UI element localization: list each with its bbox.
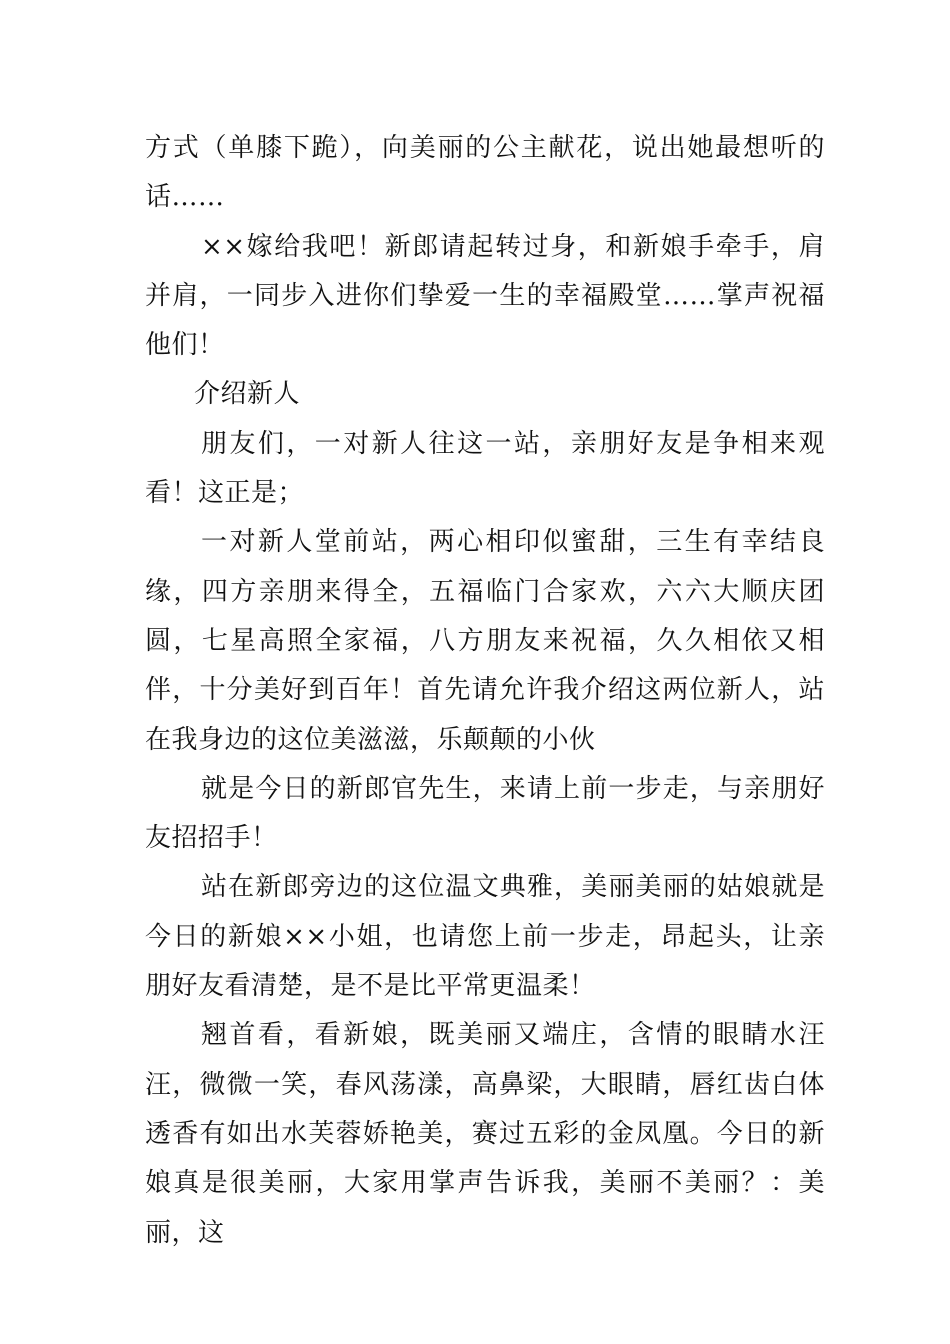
paragraph-verse: 一对新人堂前站，两心相印似蜜甜，三生有幸结良缘，四方亲朋来得全，五福临门合家欢，六六大顺庆团圆，七星高照全家福，八方朋友来祝福，久久相依又相伴，十分美好到百年！首先请允许我介绍这两位新人，站在我身边的这位美滋滋，乐颠颠的小伙 [145,527,825,755]
paragraph-bride: 站在新郎旁边的这位温文典雅，美丽美丽的姑娘就是今日的新娘××小姐，也请您上前一步走，昂起头，让亲朋好友看清楚，是不是比平常更温柔！ [145,872,825,1002]
paragraph-bride-praise: 翘首看，看新娘，既美丽又端庄，含情的眼睛水汪汪，微微一笑，春风荡漾，高鼻梁，大眼睛，唇红齿白体透香有如出水芙蓉娇艳美，赛过五彩的金凤凰。今日的新娘真是很美丽，大家用掌声告诉我，美丽不美丽？：美丽，这 [145,1020,825,1248]
document-body [145,124,825,1258]
section-heading: 介绍新人 [194,379,301,410]
paragraph-continuation: 方式（单膝下跪），向美丽的公主献花，说出她最想听的话…… [145,133,825,213]
paragraph-groom: 就是今日的新郎官先生，来请上前一步走，与亲朋好友招招手！ [145,773,825,854]
paragraph-proposal: ××嫁给我吧！新郎请起转过身，和新娘手牵手，肩并肩，一同步入进你们挚爱一生的幸福殿堂……掌声祝福他们！ [145,231,825,361]
paragraph-intro: 朋友们，一对新人往这一站，亲朋好友是争相来观看！这正是； [145,428,825,509]
